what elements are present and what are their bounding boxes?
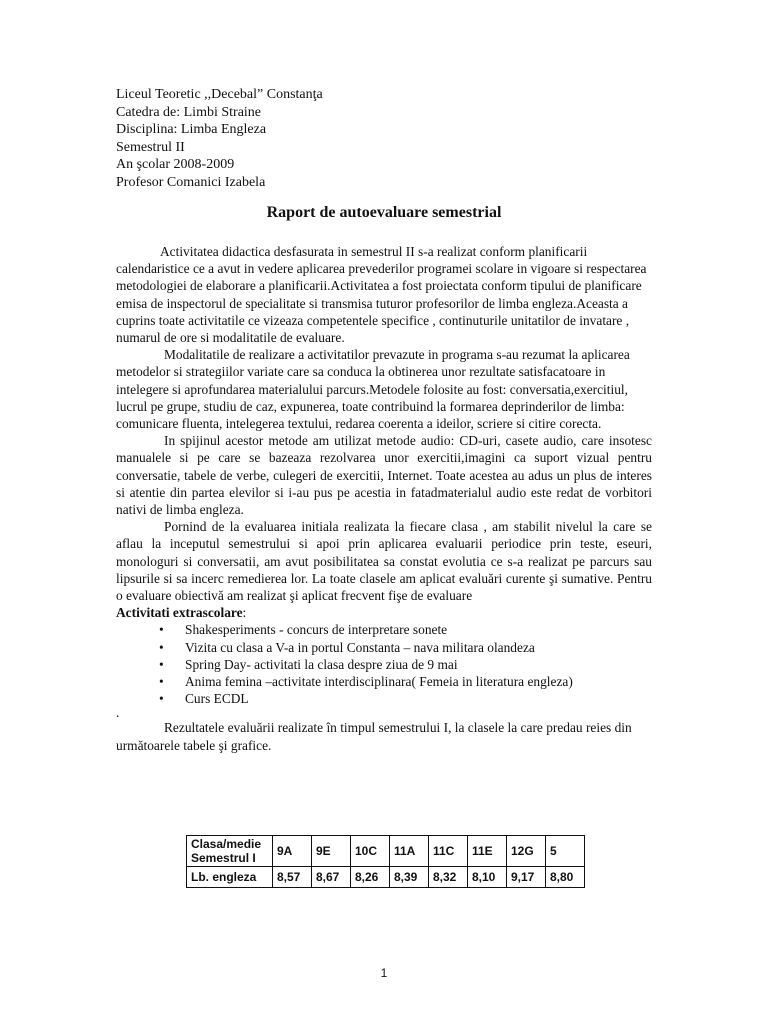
table-cell: 8,57: [273, 867, 312, 888]
table-cell: 8,10: [468, 867, 507, 888]
list-item-text: Shakesperiments - concurs de interpretare sonete: [185, 622, 448, 638]
paragraph-results: Rezultatele evaluării realizate în timpul semestrului I, la clasele la care predau reies din următoarele tabele şi grafice.: [116, 720, 632, 753]
table-header-cell: 9A: [273, 836, 312, 867]
grades-table: [186, 835, 585, 888]
table-header-cell: 11A: [390, 836, 429, 867]
report-title: Raport de autoevaluare semestrial: [266, 204, 502, 221]
table-header-row: [187, 836, 585, 867]
header-teacher: Profesor Comanici Izabela: [116, 174, 266, 190]
table-cell: 8,39: [390, 867, 429, 888]
list-item: [159, 673, 652, 690]
table-header-cell: 9E: [312, 836, 351, 867]
bullet-icon: •: [159, 656, 164, 672]
extracurricular-heading: [116, 604, 652, 621]
list-item-text: Vizita cu clasa a V-a in portul Constanta – nava militara olandeza: [185, 639, 535, 655]
table-header-cell: 12G: [507, 836, 546, 867]
page-number: 1: [380, 966, 388, 980]
bullet-icon: •: [159, 639, 164, 655]
paragraph-evaluation: Pornind de la evaluarea initiala realizata la fiecare clasa , am stabilit nivelul la care se aflau la inceputul semestrului si apoi prin aplicarea evaluarii periodice prin teste, eseuri, monologuri si conversatii, am avut posibilitatea sa constat evolutia ce s-a realizat pe parcurs sau lipsurile si sa incerc remedierea lor. La toate clasele am aplicat evaluări curente şi sumative. Pentru o evaluare obiectivă am realizat şi aplicat frecvent fişe de evaluare: [116, 519, 652, 604]
paragraph-resources: In spijinul acestor metode am utilizat metode audio: CD-uri, casete audio, care insotesc manualele si pe care se bazeaza rezolvarea unor exercitii,imagini ca suport vizual pentru conversatie, tabele de verbe, culegeri de exercitii, Internet. Toate acestea au adus un plus de interes si atentie din partea elevilor si i-au pus pe acestia in fatadmaterialul audio este redat de vorbitori nativi de limba engleza.: [116, 433, 652, 518]
header-school: Liceul Teoretic ,,Decebal” Constanţa: [116, 87, 323, 102]
header-discipline: Disciplina: Limba Engleza: [116, 122, 267, 138]
header-department: Catedra de: Limbi Straine: [116, 104, 262, 120]
table-header-cell: 10C: [351, 836, 390, 867]
table-cell: 8,80: [546, 867, 585, 888]
stray-dot: .: [116, 705, 120, 721]
bullet-icon: •: [159, 622, 164, 638]
list-item: [159, 656, 652, 673]
bullet-icon: •: [159, 691, 164, 707]
header-school-year: An şcolar 2008-2009: [116, 157, 235, 173]
table-cell: 8,67: [312, 867, 351, 888]
paragraph-methods: Modalitatile de realizare a activitatilor prevazute in programa s-au rezumat la aplicarea metodelor si strategiilor variate care sa conduca la obtinerea unor rezultate satisfacatoare in intelegere si aprofundarea materialului parcurs.Metodele folosite au fost: conversatia,exercitiul, lucrul pe grupe, studiu de caz, expunerea, toate contribuind la formarea deprinderilor de limba: comunicare fluenta, intelegerea textului, redarea coerenta a ideilor, scriere si citire corecta.: [116, 347, 630, 432]
table-header-cell: 5: [546, 836, 585, 867]
header-semester: Semestrul II: [116, 139, 185, 155]
table-cell: 9,17: [507, 867, 546, 888]
list-item-text: Spring Day- activitati la clasa despre ziua de 9 mai: [185, 656, 458, 672]
table-header-label: Clasa/medie Semestrul I: [187, 836, 273, 867]
table-row: [187, 867, 585, 888]
list-item: [159, 639, 652, 656]
table-header-cell: 11E: [468, 836, 507, 867]
paragraph-planning: Activitatea didactica desfasurata in semestrul II s-a realizat conform planificarii calendaristice ce a avut in vedere aplicarea prevederilor programei scolare in vigoare si respectarea metodologiei de elaborare a planificarii.Activitatea a fost proiectata conform tipului de planificare emisa de inspectorul de specialitate si transmisa tuturor profesorilor de limba engleza.Aceasta a cuprins toate activitatile ce vizeaza competentele specifice , continuturile unitatilor de invatare , numarul de ore si modalitatile de evaluare.: [116, 244, 647, 346]
bullet-icon: •: [159, 674, 164, 690]
table-cell: 8,32: [429, 867, 468, 888]
extracurricular-heading-text: Activitati extrascolare: [116, 605, 243, 621]
report-body: [116, 243, 652, 754]
table-cell: 8,26: [351, 867, 390, 888]
table-row-label: Lb. engleza: [187, 867, 273, 888]
list-item-text: Anima femina –activitate interdisciplinara( Femeia in literatura engleza): [185, 674, 573, 690]
list-item: [159, 690, 652, 707]
table-header-cell: 11C: [429, 836, 468, 867]
extracurricular-heading-colon: :: [242, 605, 247, 621]
list-item: [159, 621, 652, 638]
list-item-text: Curs ECDL: [185, 691, 249, 707]
document-header: [116, 86, 323, 192]
extracurricular-list: [116, 621, 652, 707]
